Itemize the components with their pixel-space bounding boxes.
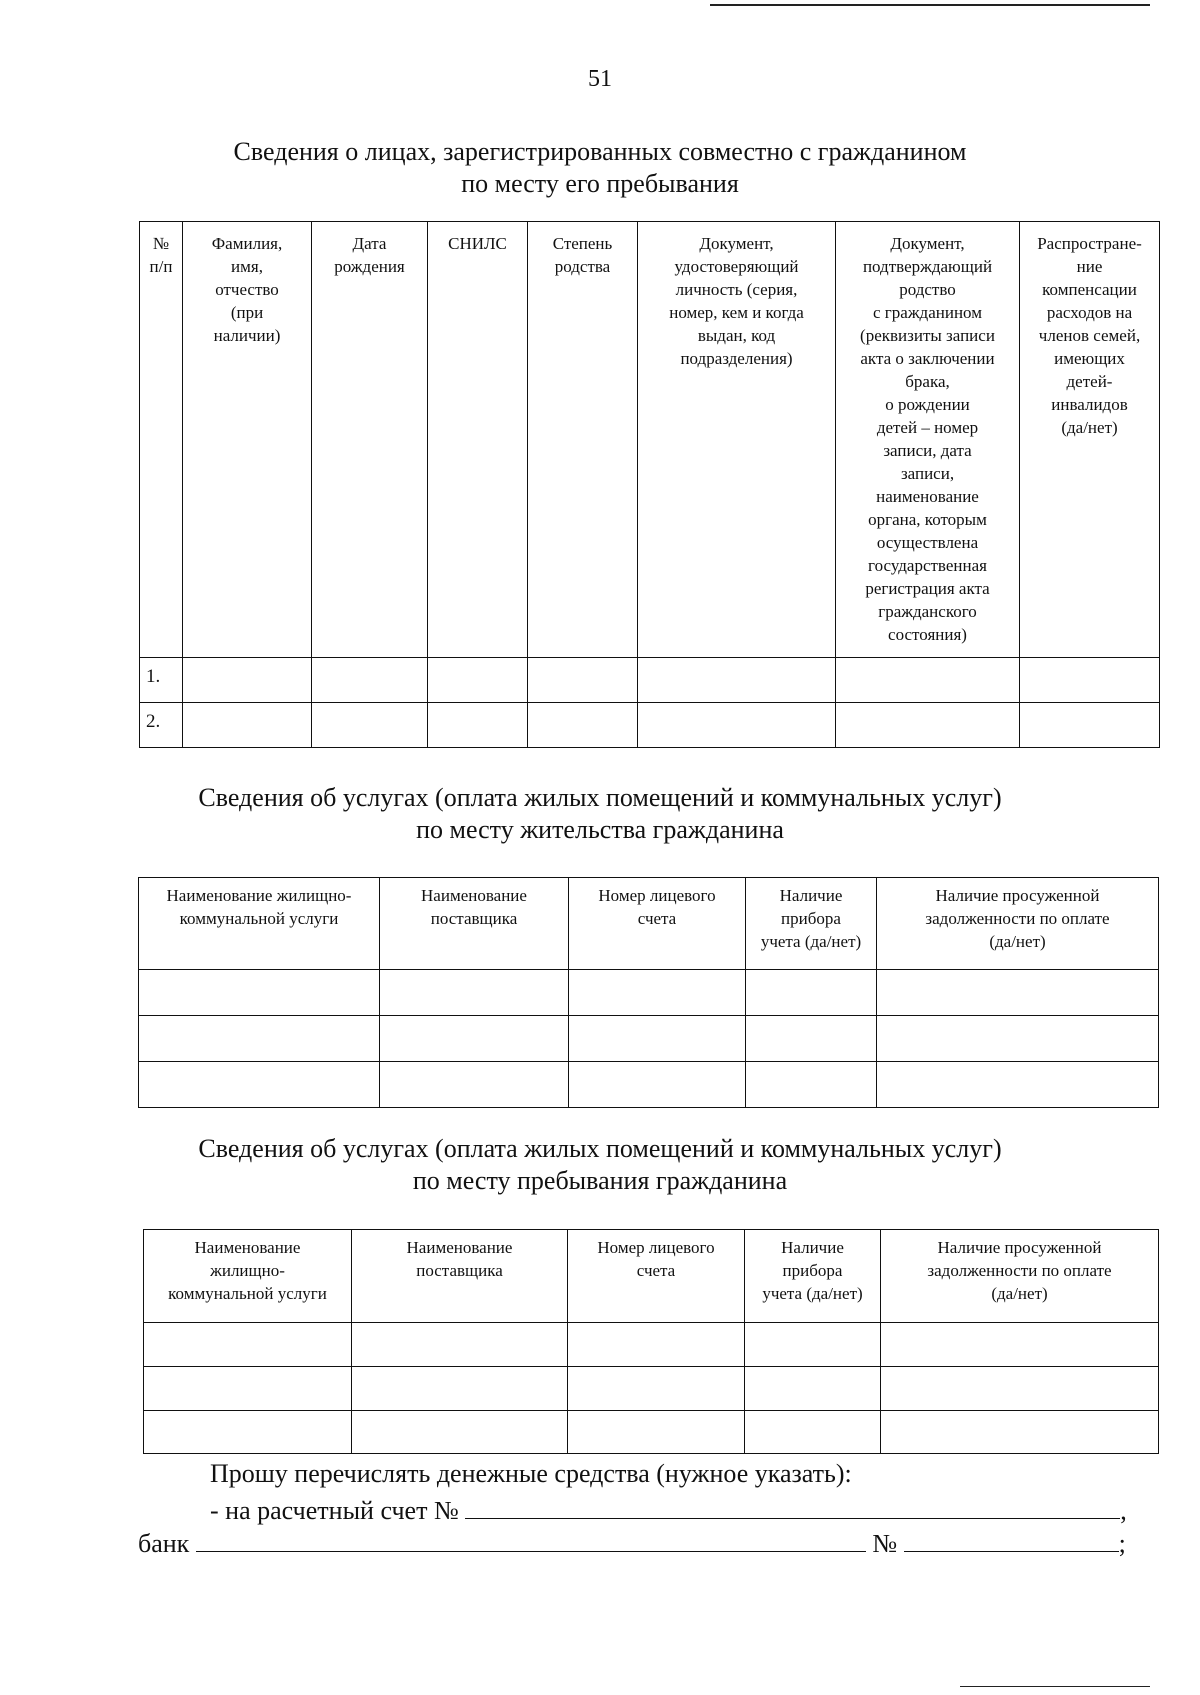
- table-cell[interactable]: [881, 1367, 1159, 1411]
- table-cell[interactable]: [428, 703, 528, 748]
- page-number: 51: [588, 66, 612, 92]
- scan-artifact-top: [710, 4, 1150, 6]
- table-row: [144, 1323, 1159, 1367]
- scan-artifact-bottom: [960, 1686, 1150, 1687]
- row-number: 2.: [140, 703, 183, 748]
- table-cell[interactable]: [568, 1411, 745, 1454]
- table-cell[interactable]: [352, 1411, 568, 1454]
- table-cell[interactable]: [380, 970, 569, 1016]
- table-cell[interactable]: [528, 703, 638, 748]
- header-line: поставщика: [430, 909, 518, 928]
- col-header-number: [140, 222, 183, 658]
- header-line: расходов на: [1046, 303, 1133, 322]
- table-cell[interactable]: [746, 1016, 877, 1062]
- registered-persons-table: [139, 221, 1160, 748]
- col-header-meter: [745, 1230, 881, 1323]
- header-line: Наличие: [779, 886, 843, 905]
- col-header-meter: [746, 878, 877, 970]
- header-line: личность (серия,: [675, 280, 798, 299]
- table-cell[interactable]: [746, 970, 877, 1016]
- header-line: удостоверяющий: [674, 257, 799, 276]
- table-cell[interactable]: [568, 1367, 745, 1411]
- col-header-overdue-debt: [881, 1230, 1159, 1323]
- residence-services-table: [138, 877, 1159, 1108]
- table-cell[interactable]: [352, 1323, 568, 1367]
- table-cell[interactable]: [568, 1323, 745, 1367]
- bank-line: [138, 1525, 1126, 1560]
- header-line: Номер лицевого: [598, 886, 716, 905]
- header-line: задолженности по оплате: [925, 909, 1110, 928]
- header-line: подтверждающий: [862, 257, 993, 276]
- col-header-snils: [428, 222, 528, 658]
- table-cell[interactable]: [746, 1062, 877, 1108]
- header-line: рождения: [334, 257, 405, 276]
- header-line: детей-: [1066, 372, 1113, 391]
- section1-title-line: по месту его пребывания: [461, 169, 739, 198]
- table-cell[interactable]: [569, 1062, 746, 1108]
- bank-end-mark: ;: [1118, 1529, 1126, 1558]
- header-line: №: [152, 234, 170, 253]
- header-line: (реквизиты записи: [860, 326, 995, 345]
- header-line: брака,: [905, 372, 950, 391]
- header-line: имя,: [231, 257, 263, 276]
- header-line: гражданского: [878, 602, 977, 621]
- col-header-service-name: [144, 1230, 352, 1323]
- table-cell[interactable]: [139, 1016, 380, 1062]
- col-header-service-name: [139, 878, 380, 970]
- header-line: Номер лицевого: [597, 1238, 715, 1257]
- table-cell[interactable]: [144, 1323, 352, 1367]
- table-cell[interactable]: [352, 1367, 568, 1411]
- header-line: Распростране-: [1037, 234, 1142, 253]
- header-line: (да/нет): [991, 1284, 1048, 1303]
- header-line: Наименование: [406, 1238, 513, 1257]
- table-cell[interactable]: [569, 970, 746, 1016]
- header-line: имеющих: [1054, 349, 1125, 368]
- section1-title: [0, 136, 1200, 200]
- header-line: (да/нет): [989, 932, 1046, 951]
- table-cell[interactable]: [877, 970, 1159, 1016]
- header-line: детей – номер: [876, 418, 979, 437]
- table-row: [140, 658, 1160, 703]
- table-cell[interactable]: [877, 1016, 1159, 1062]
- header-line: задолженности по оплате: [927, 1261, 1112, 1280]
- header-line: прибора: [782, 1261, 843, 1280]
- header-line: осуществлена: [876, 533, 979, 552]
- header-line: записи, дата: [883, 441, 972, 460]
- col-header-kinship-document: [836, 222, 1020, 658]
- table-cell[interactable]: [877, 1062, 1159, 1108]
- header-line: СНИЛС: [448, 234, 507, 253]
- header-line: прибора: [781, 909, 841, 928]
- table-row: [144, 1367, 1159, 1411]
- table-row: [139, 1062, 1159, 1108]
- stay-services-table: [143, 1229, 1159, 1454]
- col-header-relationship: [528, 222, 638, 658]
- table-cell[interactable]: [638, 703, 836, 748]
- header-line: Документ,: [890, 234, 965, 253]
- bank-number-label: №: [872, 1529, 898, 1558]
- header-line: Наименование: [421, 886, 527, 905]
- table-cell[interactable]: [380, 1016, 569, 1062]
- section1-title-line: Сведения о лицах, зарегистрированных совместно с гражданином: [233, 137, 967, 166]
- table-cell[interactable]: [183, 658, 312, 703]
- header-line: родства: [554, 257, 611, 276]
- header-line: коммунальной услуги: [168, 1284, 327, 1303]
- header-line: государственная: [868, 556, 987, 575]
- col-header-account-number: [568, 1230, 745, 1323]
- account-end-mark: ,: [1120, 1496, 1127, 1525]
- col-header-supplier: [380, 878, 569, 970]
- col-header-compensation: [1020, 222, 1160, 658]
- bank-label: банк: [138, 1529, 190, 1558]
- header-line: состояния): [888, 625, 967, 644]
- section2-title-line: по месту жительства гражданина: [416, 815, 784, 844]
- section3-title-line: по месту пребывания гражданина: [412, 1166, 788, 1195]
- header-line: поставщика: [416, 1261, 503, 1280]
- header-line: Наличие просуженной: [937, 1238, 1102, 1257]
- account-line: [210, 1492, 1127, 1527]
- account-label: - на расчетный счет №: [210, 1496, 459, 1525]
- table-cell[interactable]: [144, 1411, 352, 1454]
- table1-header-row: [140, 222, 1160, 658]
- header-line: учета (да/нет): [760, 932, 862, 951]
- col-header-birth-date: [312, 222, 428, 658]
- header-line: с гражданином: [873, 303, 982, 322]
- header-line: жилищно-: [210, 1261, 285, 1280]
- header-line: Фамилия,: [211, 234, 283, 253]
- bank-number-field[interactable]: [904, 1525, 1119, 1552]
- header-line: учета (да/нет): [762, 1284, 863, 1303]
- col-header-overdue-debt: [877, 878, 1159, 970]
- section2-title-line: Сведения об услугах (оплата жилых помещений и коммунальных услуг): [198, 783, 1002, 812]
- table-cell[interactable]: [745, 1411, 881, 1454]
- table-row: [139, 1016, 1159, 1062]
- header-line: Степень: [552, 234, 613, 253]
- table2-header-row: [139, 878, 1159, 970]
- table-row: [139, 970, 1159, 1016]
- col-header-account-number: [569, 878, 746, 970]
- table-cell[interactable]: [144, 1367, 352, 1411]
- header-line: счета: [636, 1261, 676, 1280]
- table-cell[interactable]: [745, 1323, 881, 1367]
- header-line: записи,: [900, 464, 955, 483]
- table-cell[interactable]: [380, 1062, 569, 1108]
- table3-header-row: [144, 1230, 1159, 1323]
- header-line: Наименование: [194, 1238, 301, 1257]
- header-line: акта о заключении: [860, 349, 995, 368]
- section3-title: [0, 1133, 1200, 1197]
- section2-title: [0, 782, 1200, 846]
- header-line: подразделения): [680, 349, 793, 368]
- table-cell[interactable]: [428, 658, 528, 703]
- payment-request: Прошу перечислять денежные средства (нужное указать):: [210, 1459, 852, 1488]
- header-line: Документ,: [699, 234, 774, 253]
- table-cell[interactable]: [881, 1323, 1159, 1367]
- header-line: (при: [230, 303, 264, 322]
- header-line: Наименование жилищно-: [166, 886, 352, 905]
- table-cell[interactable]: [745, 1367, 881, 1411]
- table-cell[interactable]: [836, 658, 1020, 703]
- header-line: выдан, код: [697, 326, 776, 345]
- header-line: Наличие просуженной: [935, 886, 1100, 905]
- col-header-identity-document: [638, 222, 836, 658]
- table-cell[interactable]: [139, 970, 380, 1016]
- header-line: счета: [637, 909, 677, 928]
- table-cell[interactable]: [1020, 658, 1160, 703]
- header-line: инвалидов: [1051, 395, 1128, 414]
- table-cell[interactable]: [881, 1411, 1159, 1454]
- table-cell[interactable]: [528, 658, 638, 703]
- row-number: 1.: [140, 658, 183, 703]
- table-cell[interactable]: [638, 658, 836, 703]
- table-cell[interactable]: [139, 1062, 380, 1108]
- header-line: отчество: [215, 280, 279, 299]
- table-cell[interactable]: [312, 658, 428, 703]
- table-cell[interactable]: [836, 703, 1020, 748]
- header-line: членов семей,: [1038, 326, 1141, 345]
- header-line: о рождении: [885, 395, 970, 414]
- table-cell[interactable]: [1020, 703, 1160, 748]
- table-row: [144, 1411, 1159, 1454]
- header-line: наличии): [213, 326, 281, 345]
- header-line: Наличие: [781, 1238, 844, 1257]
- header-line: Дата: [352, 234, 387, 253]
- header-line: родство: [899, 280, 956, 299]
- header-line: органа, которым: [868, 510, 987, 529]
- table-cell[interactable]: [183, 703, 312, 748]
- table-cell[interactable]: [569, 1016, 746, 1062]
- col-header-supplier: [352, 1230, 568, 1323]
- header-line: ние: [1076, 257, 1103, 276]
- table-cell[interactable]: [312, 703, 428, 748]
- table-row: [140, 703, 1160, 748]
- header-line: наименование: [876, 487, 979, 506]
- bank-name-field[interactable]: [196, 1525, 866, 1552]
- header-line: (да/нет): [1061, 418, 1118, 437]
- col-header-full-name: [183, 222, 312, 658]
- header-line: коммунальной услуги: [179, 909, 339, 928]
- account-number-field[interactable]: [465, 1492, 1120, 1519]
- header-line: регистрация акта: [865, 579, 990, 598]
- header-line: компенсации: [1042, 280, 1137, 299]
- header-line: п/п: [149, 257, 173, 276]
- header-line: номер, кем и когда: [669, 303, 804, 322]
- section3-title-line: Сведения об услугах (оплата жилых помещений и коммунальных услуг): [198, 1134, 1002, 1163]
